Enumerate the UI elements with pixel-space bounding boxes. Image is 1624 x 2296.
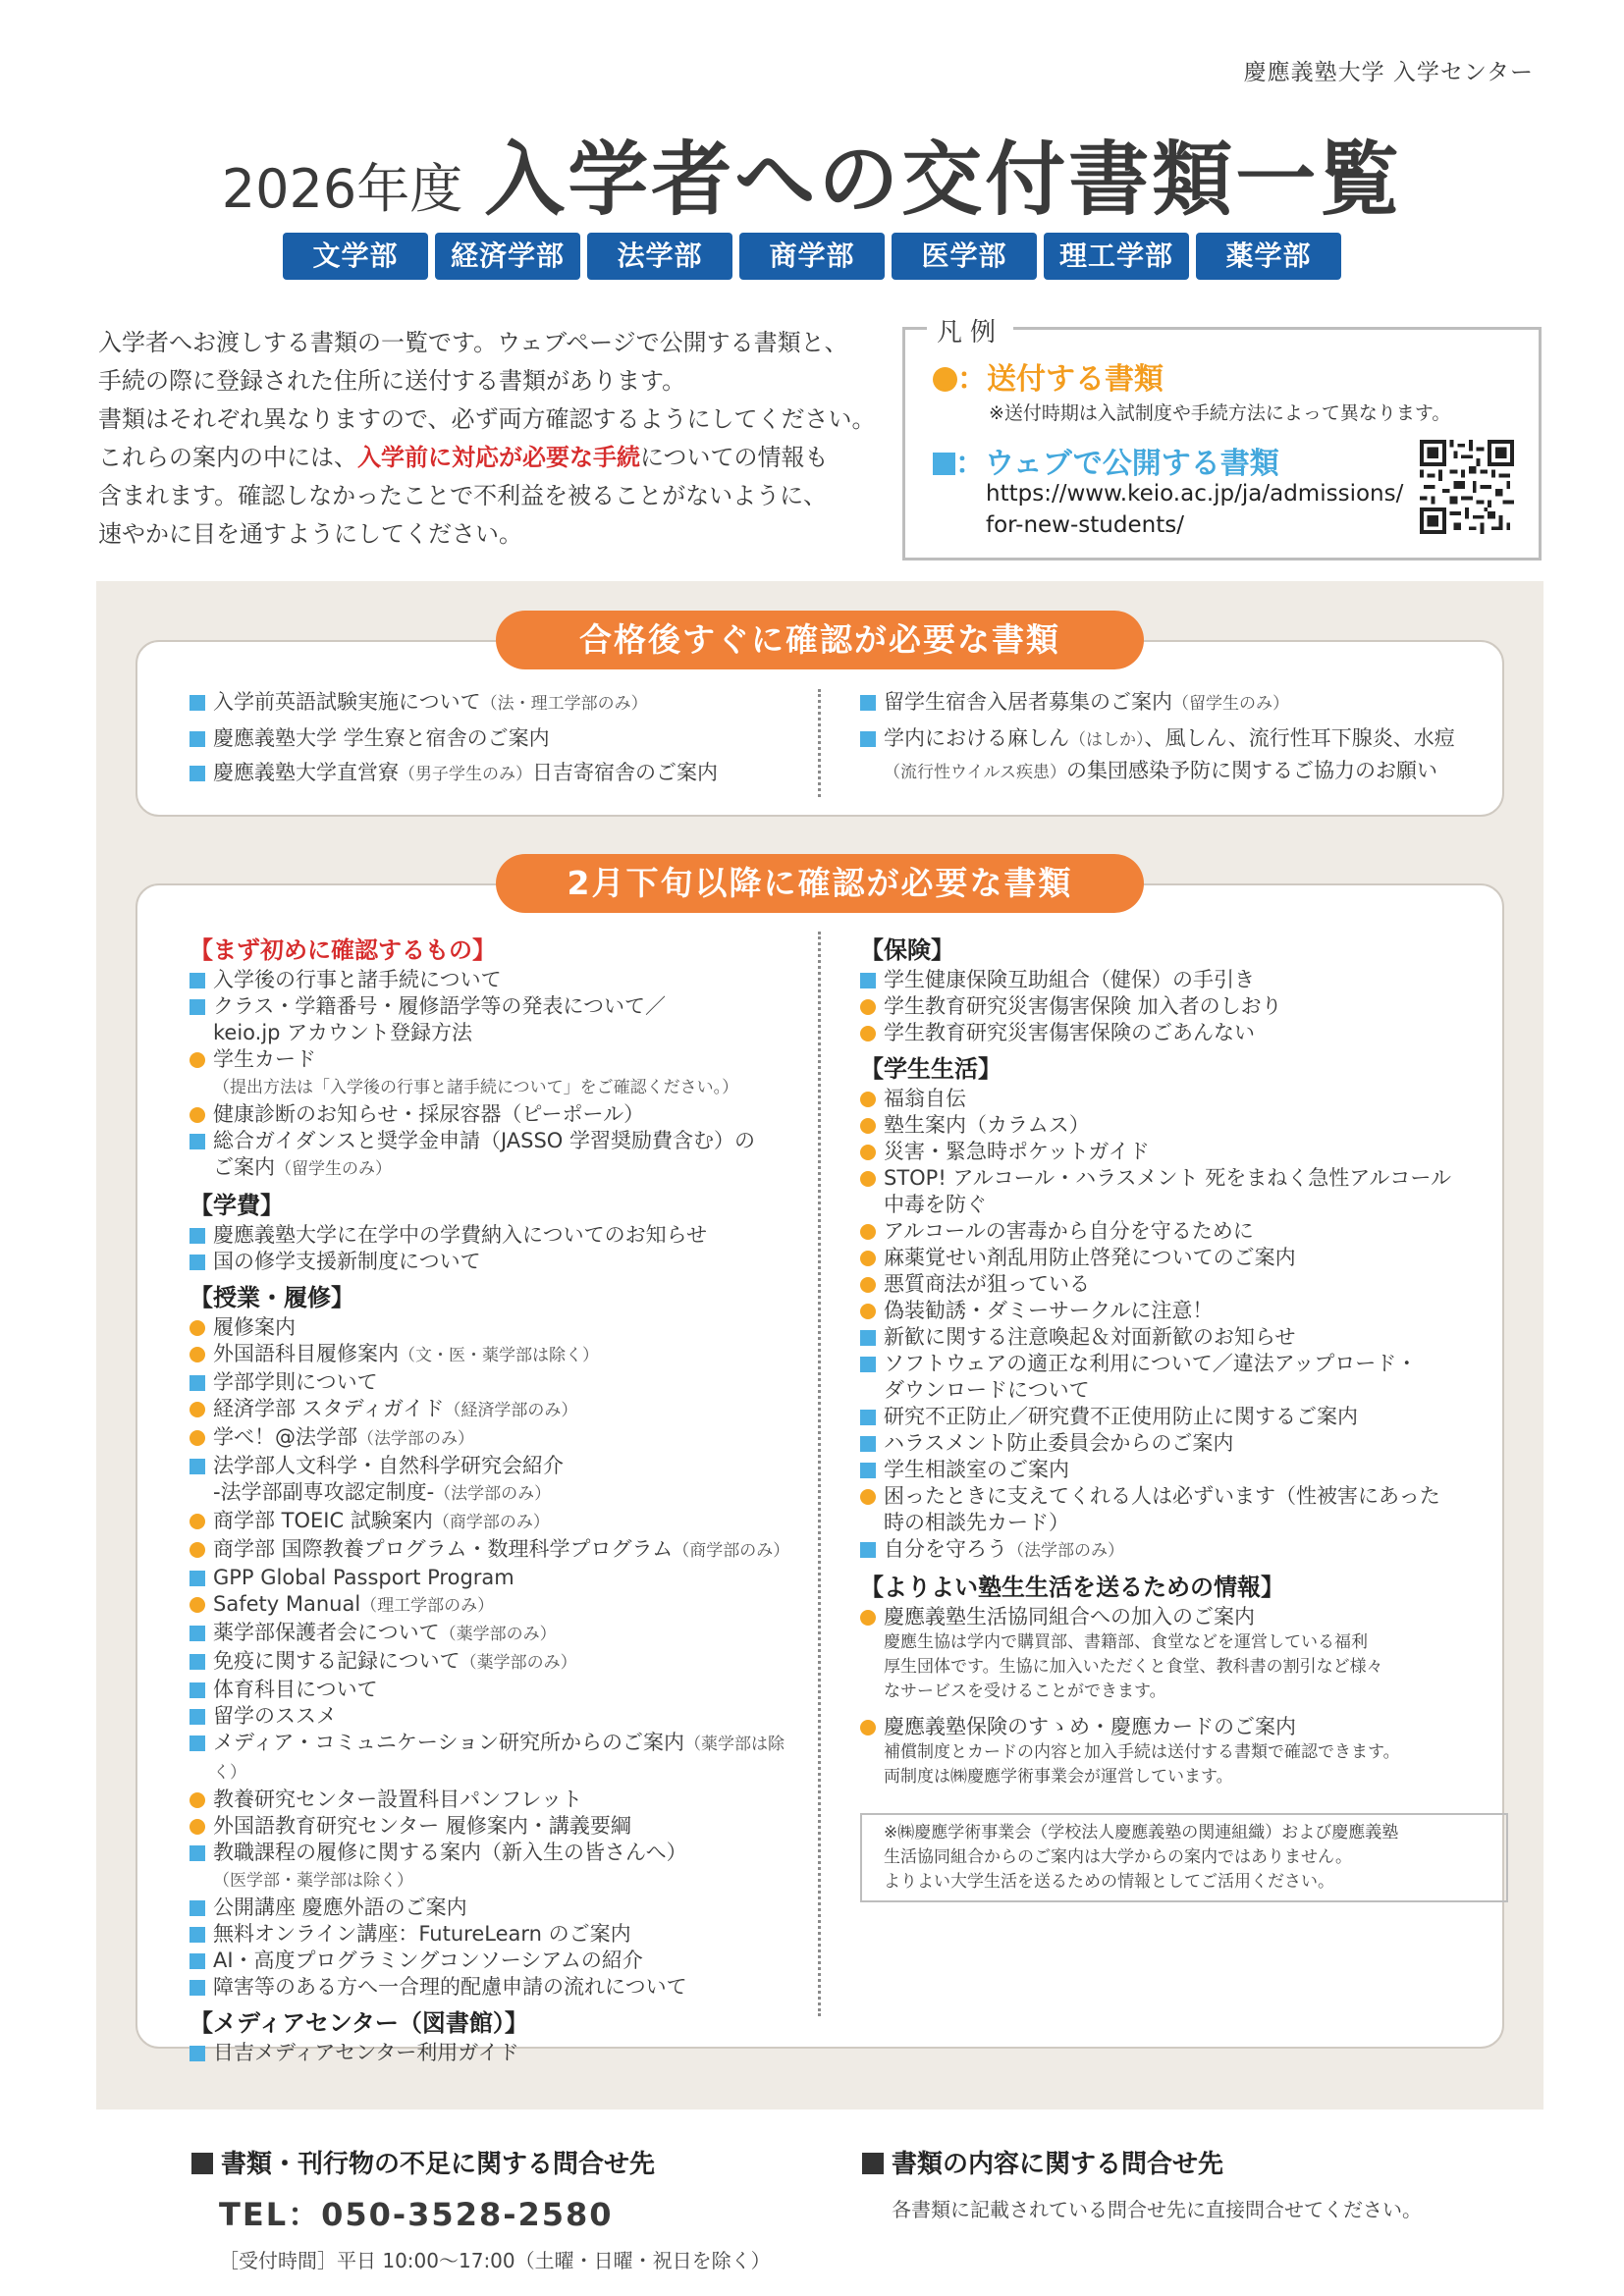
item-text: ハラスメント防止委員会からのご案内 (884, 1431, 1234, 1455)
item-text: 入学後の行事と諸手続について (213, 968, 502, 991)
web-square-icon (189, 1900, 205, 1916)
item-text: 偽装勧誘・ダミーサークルに注意！ (884, 1299, 1214, 1322)
document-item-continued (189, 1020, 798, 1046)
item-text: GPP Global Passport Program (213, 1566, 514, 1589)
intro-line: 含まれます。確認しなかったことで不利益を被ることがないように、 (98, 482, 828, 509)
send-circle-icon (860, 999, 876, 1015)
faculty-tag: 薬学部 (1196, 233, 1341, 280)
title-main: 入学者への交付書類一覧 (484, 133, 1403, 227)
blue-square-icon (933, 453, 955, 475)
item-text: 経済学部 スタディガイド (213, 1397, 445, 1420)
item-text: STOP! アルコール・ハラスメント 死をまねく急性アルコール (884, 1166, 1451, 1190)
item-note: （提出方法は「入学後の行事と諸手続について」をご確認ください。） (213, 1078, 739, 1097)
legend-url[interactable] (986, 478, 1403, 541)
documents-panel (96, 581, 1543, 2109)
intro-line: 書類はそれぞれ異なりますので、必ず両方確認するようにしてください。 (98, 405, 876, 433)
send-circle-icon (189, 1052, 205, 1068)
item-text: 総合ガイダンスと奨学金申請（JASSO 学習奨励費含む）の (213, 1129, 756, 1152)
item-text: Safety Manual (213, 1592, 361, 1616)
web-square-icon (189, 1571, 205, 1586)
intro-text-segment: についての情報も (640, 444, 829, 471)
send-circle-icon (189, 1430, 205, 1446)
faculty-tag: 理工学部 (1044, 233, 1189, 280)
web-square-icon (860, 1410, 876, 1425)
web-square-icon (860, 1463, 876, 1478)
item-text: 外国語科目履修案内 (213, 1342, 399, 1365)
office-hours: ［受付時間］平日 10:00～17:00（土曜・日曜・祝日を除く） (219, 2249, 771, 2272)
item-note: （法学部のみ） (434, 1484, 552, 1504)
document-item[interactable] (189, 993, 798, 1020)
web-square-icon (189, 1255, 205, 1270)
item-text: 学生教育研究災害傷害保険 加入者のしおり (884, 994, 1282, 1018)
item-text: 公開講座 慶應外語のご案内 (213, 1896, 467, 1919)
document-item[interactable] (860, 1165, 1508, 1192)
category-heading: 【保険】 (860, 936, 954, 964)
document-item[interactable] (189, 1895, 798, 1921)
web-square-icon (189, 1134, 205, 1149)
web-square-icon (860, 973, 876, 988)
send-circle-icon (189, 1597, 205, 1613)
item-text: 慶應義塾保険のすゝめ・慶應カードのご案内 (884, 1715, 1296, 1738)
item-note: （薬学部のみ） (439, 1625, 557, 1644)
send-circle-icon (860, 1489, 876, 1505)
section2-left-column (189, 928, 798, 2066)
send-circle-icon (189, 1792, 205, 1808)
item-text: 無料オンライン講座：FutureLearn のご案内 (213, 1922, 631, 1946)
intro-line: 入学者へお渡しする書類の一覧です。ウェブページで公開する書類と、 (98, 329, 848, 356)
category-heading: 【よりよい塾生生活を送るための情報】 (860, 1574, 1284, 1601)
legend-title: 凡例 (927, 312, 1013, 348)
legend-box (902, 318, 1542, 561)
item-text: 教職課程の履修に関する案内（新入生の皆さんへ） (213, 1841, 687, 1864)
web-square-icon (189, 766, 205, 781)
document-item[interactable] (860, 993, 1508, 1020)
contact-content (862, 2144, 1422, 2222)
item-text: AI・高度プログラミングコンソーシアムの紹介 (213, 1949, 643, 1972)
section1-left-column (189, 689, 798, 788)
item-text: 中毒を防ぐ (884, 1193, 987, 1216)
web-square-icon (189, 1682, 205, 1698)
url-line: https://www.keio.ac.jp/ja/admissions/ (986, 481, 1404, 507)
item-text: 学生教育研究災害傷害保険のごあんない (884, 1021, 1255, 1044)
section-heading: 合格後すぐに確認が必要な書類 (496, 611, 1144, 669)
item-note: （経済学部のみ） (444, 1401, 578, 1420)
document-item-continued (189, 1073, 798, 1101)
item-text: 留学のススメ (213, 1704, 337, 1728)
item-description: 厚生団体です。生協に加入いただくと食堂、教科書の割引など様々 (884, 1657, 1383, 1677)
document-item-continued (860, 758, 1508, 786)
document-item[interactable] (189, 1620, 798, 1648)
item-description: なサービスを受けることができます。 (884, 1682, 1166, 1701)
web-square-icon (189, 973, 205, 988)
item-text: 健康診断のお知らせ・採尿容器（ピーポール） (213, 1102, 645, 1126)
item-text: -法学部副専攻認定制度- (213, 1480, 435, 1504)
send-circle-icon (860, 1277, 876, 1293)
web-square-icon (189, 2046, 205, 2061)
document-item[interactable] (189, 689, 798, 718)
item-note: （留学生のみ） (275, 1159, 392, 1179)
note-line: 生活協同組合からのご案内は大学からの案内ではありません。 (884, 1847, 1353, 1867)
document-item[interactable] (189, 1453, 798, 1479)
item-text: 学べ！@法学部 (213, 1425, 357, 1449)
document-item-continued (860, 1192, 1508, 1218)
qr-code-icon[interactable] (1420, 440, 1514, 534)
legend-send-label: ：送付する書類 (957, 362, 1164, 397)
web-square-icon (189, 695, 205, 711)
web-square-icon (189, 731, 205, 747)
item-note: （医学部・薬学部は除く） (213, 1871, 413, 1891)
web-square-icon (860, 731, 876, 747)
send-circle-icon (860, 1092, 876, 1107)
faculty-tag: 商学部 (739, 233, 885, 280)
item-note: （商学部のみ） (432, 1513, 550, 1532)
send-circle-icon (860, 1145, 876, 1160)
item-text: 慶應義塾大学 学生寮と宿舎のご案内 (213, 726, 550, 750)
item-text: 障害等のある方へ一合理的配慮申請の流れについて (213, 1975, 687, 1999)
item-text: 新歓に関する注意喚起＆対面新歓のお知らせ (884, 1325, 1296, 1349)
item-text: 塾生案内（カラムス） (884, 1113, 1090, 1137)
item-text: 免疫に関する記録について (213, 1649, 460, 1673)
document-item[interactable] (189, 1813, 798, 1840)
document-item[interactable] (189, 760, 798, 788)
send-circle-icon (189, 1514, 205, 1529)
web-square-icon (189, 1709, 205, 1725)
document-item[interactable] (860, 1271, 1508, 1298)
item-text: 学生相談室のご案内 (884, 1458, 1069, 1481)
document-item[interactable] (189, 2040, 798, 2066)
document-item[interactable] (860, 1404, 1508, 1430)
document-item[interactable] (860, 1218, 1508, 1245)
item-text: 外国語教育研究センター 履修案内・講義要綱 (213, 1814, 631, 1838)
send-circle-icon (860, 1026, 876, 1041)
web-square-icon (189, 1626, 205, 1641)
item-text: 商学部 TOEIC 試験案内 (213, 1509, 433, 1532)
document-item[interactable] (189, 1948, 798, 1974)
page-title (0, 116, 1624, 231)
web-square-icon (189, 1845, 205, 1861)
document-item[interactable] (860, 1483, 1508, 1510)
document-item[interactable] (860, 1536, 1508, 1565)
document-item[interactable] (860, 725, 1508, 754)
item-text: 薬学部保護者会について (213, 1621, 440, 1644)
document-item[interactable] (189, 1128, 798, 1154)
document-item[interactable] (860, 1324, 1508, 1351)
section2-right-column (860, 928, 1508, 1902)
item-note: （文・医・薬学部は除く） (399, 1346, 599, 1365)
item-description: 補償制度とカードの内容と加入手続は送付する書類で確認できます。 (884, 1742, 1400, 1762)
category-heading: 【授業・履修】 (189, 1284, 354, 1311)
section1-right-column (860, 689, 1508, 786)
item-note: （法学部のみ） (1007, 1541, 1124, 1561)
document-item[interactable] (189, 1508, 798, 1536)
document-item[interactable] (860, 1351, 1508, 1377)
item-text: 災害・緊急時ポケットガイド (884, 1140, 1150, 1163)
item-text: 慶應義塾生活協同組合への加入のご案内 (884, 1605, 1255, 1629)
item-description: 両制度は㈱慶應学術事業会が運営しています。 (884, 1767, 1233, 1787)
document-item[interactable] (189, 1787, 798, 1813)
item-description: 慶應生協は学内で購買部、書籍部、食堂などを運営している福利 (884, 1632, 1368, 1652)
item-text: 困ったときに支えてくれる人は必ずいます（性被害にあった (884, 1484, 1440, 1508)
document-item[interactable] (189, 1046, 798, 1073)
column-divider (818, 689, 821, 797)
item-text: クラス・学籍番号・履修語学等の発表について／ (213, 994, 666, 1018)
document-item[interactable] (860, 1139, 1508, 1165)
document-item[interactable] (860, 1112, 1508, 1139)
document-item-continued (860, 1510, 1508, 1536)
document-item[interactable] (189, 1249, 798, 1275)
document-item[interactable] (189, 1921, 798, 1948)
item-note: （留学生のみ） (1172, 694, 1289, 714)
document-item[interactable] (189, 967, 798, 993)
web-square-icon (189, 1228, 205, 1244)
item-text: 、風しん、流行性耳下腺炎、水痘 (1144, 726, 1455, 750)
document-item[interactable] (860, 1086, 1508, 1112)
intro-text-segment: これらの案内の中には、 (98, 444, 357, 471)
document-item[interactable] (860, 1298, 1508, 1324)
send-circle-icon (189, 1542, 205, 1558)
document-item[interactable] (860, 1457, 1508, 1483)
document-item-continued (860, 1377, 1508, 1404)
send-circle-icon (189, 1402, 205, 1417)
item-text: 日吉寄宿舎のご案内 (532, 761, 718, 784)
intro-line (98, 439, 884, 477)
note-line: ※㈱慶應学術事業会（学校法人慶應義塾の関連組織）および慶應義塾 (884, 1823, 1399, 1842)
item-text: 時の相談先カード） (884, 1511, 1069, 1534)
send-circle-icon (189, 1347, 205, 1362)
item-text: の集団感染予防に関するご協力のお願い (1065, 759, 1437, 782)
black-square-icon (191, 2153, 213, 2174)
item-text: 法学部人文科学・自然科学研究会紹介 (213, 1454, 564, 1477)
document-item-continued (189, 1866, 798, 1895)
send-circle-icon (860, 1224, 876, 1240)
item-text: keio.jp アカウント登録方法 (213, 1021, 472, 1044)
faculty-tag: 医学部 (892, 233, 1037, 280)
faculty-tags (0, 233, 1624, 280)
send-circle-icon (189, 1819, 205, 1835)
item-text: 慶應義塾大学直営寮 (213, 761, 399, 784)
web-square-icon (189, 1927, 205, 1943)
web-square-icon (189, 1375, 205, 1391)
legend-send (933, 354, 1164, 398)
item-text: 体育科目について (213, 1678, 378, 1701)
document-item[interactable] (189, 725, 798, 752)
web-square-icon (860, 695, 876, 711)
document-item[interactable] (189, 1536, 798, 1565)
web-square-icon (189, 1980, 205, 1996)
web-square-icon (860, 1436, 876, 1452)
document-item[interactable] (189, 1648, 798, 1677)
document-item[interactable] (860, 1245, 1508, 1271)
section-heading: 2月下旬以降に確認が必要な書類 (496, 854, 1144, 913)
document-item[interactable] (189, 1424, 798, 1453)
intro-line: 手続の際に登録された住所に送付する書類があります。 (98, 367, 686, 395)
contact-title (191, 2144, 771, 2180)
item-note: （流行性ウイルス疾患） (884, 763, 1066, 782)
category-heading: 【学費】 (189, 1192, 284, 1219)
document-item[interactable] (189, 1369, 798, 1396)
phone-number[interactable]: TEL：050-3528-2580 (219, 2196, 614, 2233)
document-item[interactable] (189, 1396, 798, 1424)
contact-title-text: 書類・刊行物の不足に関する問合せ先 (221, 2150, 656, 2179)
intro-text (98, 324, 884, 554)
document-item[interactable] (860, 1020, 1508, 1046)
send-circle-icon (860, 1118, 876, 1134)
item-note: （はしか） (1069, 730, 1145, 750)
send-circle-icon (860, 1720, 876, 1735)
document-item[interactable] (860, 967, 1508, 993)
item-text: 学部学則について (213, 1370, 378, 1394)
item-note: （薬学部は除く） (213, 1735, 785, 1783)
send-circle-icon (860, 1610, 876, 1626)
web-square-icon (189, 1953, 205, 1969)
web-square-icon (189, 1654, 205, 1670)
item-note: （男子学生のみ） (399, 765, 532, 784)
web-square-icon (189, 999, 205, 1015)
document-item[interactable] (189, 1341, 798, 1369)
web-square-icon (860, 1330, 876, 1346)
item-text: 留学生宿舎入居者募集のご案内 (884, 690, 1172, 714)
item-text: 日吉メディアセンター利用ガイド (213, 2041, 519, 2064)
document-item[interactable] (860, 1714, 1508, 1740)
item-text: メディア・コミュニケーション研究所からのご案内 (213, 1731, 685, 1754)
intro-warning: 入学前に対応が必要な手続 (357, 444, 640, 471)
document-item[interactable] (189, 1222, 798, 1249)
item-note: （法・理工学部のみ） (480, 694, 648, 714)
column-divider (818, 932, 821, 2016)
item-text: 教養研究センター設置科目パンフレット (213, 1788, 583, 1811)
send-circle-icon (860, 1171, 876, 1187)
document-item[interactable] (189, 1591, 798, 1620)
item-text: 学生健康保険互助組合（健保）の手引き (884, 968, 1255, 991)
send-circle-icon (860, 1304, 876, 1319)
url-line: for-new-students/ (986, 512, 1184, 538)
document-item[interactable] (189, 1565, 798, 1591)
item-text: 悪質商法が狙っている (884, 1272, 1090, 1296)
item-text: 国の修学支援新制度について (213, 1250, 481, 1273)
item-text: 学内における麻しん (884, 726, 1069, 750)
document-item[interactable] (189, 1314, 798, 1341)
item-text: ダウンロードについて (884, 1378, 1090, 1402)
black-square-icon (862, 2153, 884, 2174)
send-circle-icon (189, 1320, 205, 1336)
orange-dot-icon (933, 367, 957, 392)
web-square-icon (860, 1542, 876, 1558)
category-heading: 【メディアセンター（図書館）】 (189, 2009, 528, 2037)
category-heading: 【学生生活】 (860, 1055, 1001, 1083)
contact-note: 各書類に記載されている問合せ先に直接問合せてください。 (892, 2198, 1422, 2221)
item-note: （理工学部のみ） (360, 1596, 495, 1616)
item-text: 履修案内 (213, 1315, 296, 1339)
item-text: 入学前英語試験実施について (213, 690, 481, 714)
legend-web (933, 439, 1279, 482)
item-text: 学生カード (213, 1047, 316, 1071)
item-text: 商学部 国際教養プログラム・数理科学プログラム (213, 1537, 674, 1561)
contact-title-text: 書類の内容に関する問合せ先 (892, 2150, 1224, 2179)
document-item[interactable] (860, 1604, 1508, 1630)
web-square-icon (860, 1357, 876, 1372)
contact-title (862, 2144, 1422, 2180)
item-text: アルコールの害毒から自分を守るために (884, 1219, 1254, 1243)
faculty-tag: 文学部 (283, 233, 428, 280)
web-square-icon (189, 1459, 205, 1474)
intro-line: 速やかに目を通すようにしてください。 (98, 520, 522, 548)
document-item[interactable] (189, 1840, 798, 1866)
document-item[interactable] (189, 1703, 798, 1730)
document-item[interactable] (189, 1974, 798, 2001)
faculty-tag: 法学部 (587, 233, 732, 280)
disclaimer-note (860, 1813, 1508, 1902)
document-item[interactable] (860, 1430, 1508, 1457)
document-item[interactable] (860, 689, 1508, 718)
web-square-icon (189, 1735, 205, 1751)
document-item[interactable] (189, 1677, 798, 1703)
item-note: （商学部のみ） (673, 1541, 790, 1561)
faculty-tag: 経済学部 (435, 233, 580, 280)
item-text: ご案内 (213, 1155, 275, 1179)
item-text: 自分を守ろう (884, 1537, 1007, 1561)
document-item-continued (189, 1154, 798, 1183)
document-item[interactable] (189, 1101, 798, 1128)
item-note: （薬学部のみ） (460, 1653, 577, 1673)
send-circle-icon (860, 1251, 876, 1266)
contact-shortage (191, 2144, 771, 2273)
document-item[interactable] (189, 1730, 798, 1787)
legend-send-note: ※送付時期は入試制度や手続方法によって異なります。 (989, 402, 1451, 424)
item-text: 慶應義塾大学に在学中の学費納入についてのお知らせ (213, 1223, 707, 1247)
organization-name: 慶應義塾大学 入学センター (1243, 60, 1534, 85)
item-note: （法学部のみ） (357, 1429, 474, 1449)
title-year: 2026年度 (221, 158, 463, 220)
category-heading: 【まず初めに確認するもの】 (189, 936, 496, 964)
note-line: よりよい大学生活を送るための情報としてご活用ください。 (884, 1872, 1334, 1892)
send-circle-icon (189, 1107, 205, 1123)
item-text: 福翁自伝 (884, 1087, 966, 1110)
item-text: 麻薬覚せい剤乱用防止啓発についてのご案内 (884, 1246, 1296, 1269)
item-text: ソフトウェアの適正な利用について／違法アップロード・ (884, 1352, 1418, 1375)
item-text: 研究不正防止／研究費不正使用防止に関するご案内 (884, 1405, 1358, 1428)
document-item-continued (189, 1479, 798, 1508)
legend-web-label: ：ウェブで公開する書類 (955, 447, 1279, 481)
